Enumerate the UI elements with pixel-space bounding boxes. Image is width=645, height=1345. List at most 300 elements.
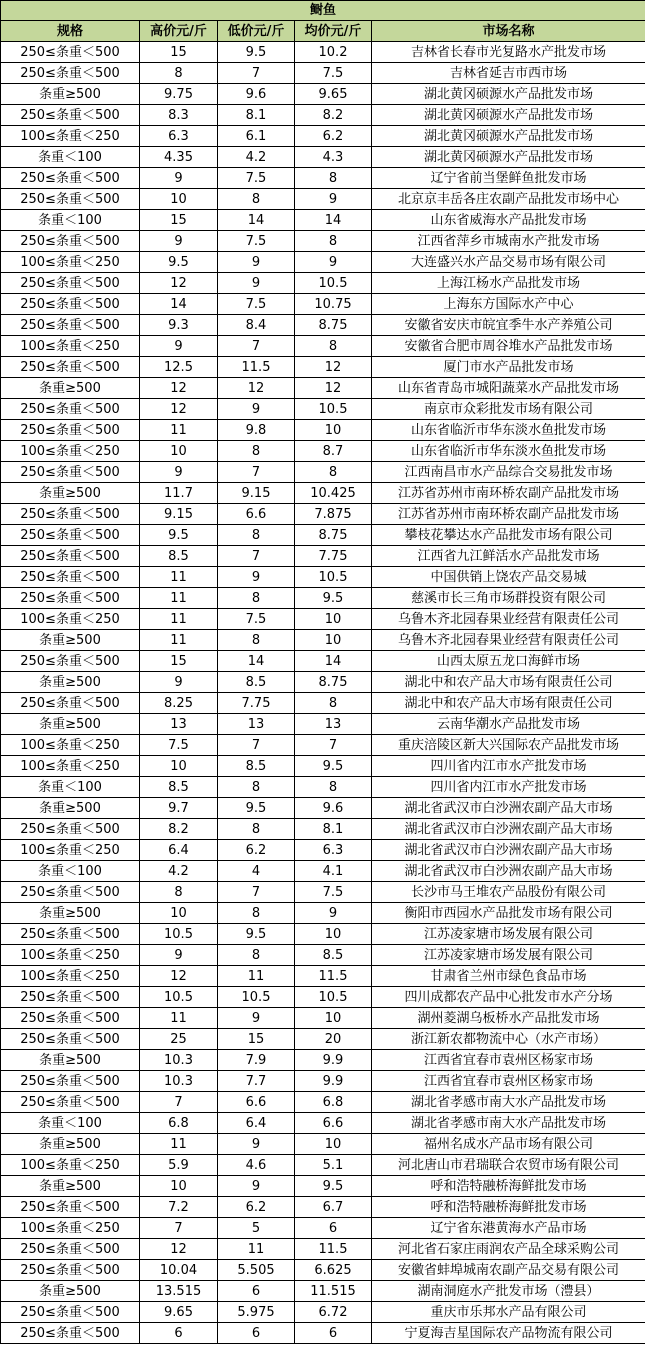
cell-spec: 250≤条重＜500 xyxy=(1,1197,140,1218)
table-row xyxy=(1,672,645,693)
cell-spec: 250≤条重＜500 xyxy=(1,315,140,336)
cell-low-price: 6.6 xyxy=(218,1092,295,1113)
table-row xyxy=(1,588,645,609)
cell-spec: 250≤条重＜500 xyxy=(1,588,140,609)
cell-low-price: 9.5 xyxy=(218,798,295,819)
table-row xyxy=(1,714,645,735)
cell-avg-price: 6 xyxy=(295,1218,372,1239)
cell-market-name: 宁夏海吉星国际农产品物流有限公司 xyxy=(372,1323,645,1344)
cell-low-price: 9.5 xyxy=(218,924,295,945)
cell-spec: 250≤条重＜500 xyxy=(1,399,140,420)
cell-avg-price: 6.6 xyxy=(295,1113,372,1134)
cell-high-price: 9.75 xyxy=(140,84,218,105)
cell-market-name: 四川成都农产品中心批发市水产分场 xyxy=(372,987,645,1008)
table-row xyxy=(1,1155,645,1176)
cell-high-price: 9.65 xyxy=(140,1302,218,1323)
cell-avg-price: 4.1 xyxy=(295,861,372,882)
cell-high-price: 4.2 xyxy=(140,861,218,882)
cell-high-price: 8.25 xyxy=(140,693,218,714)
cell-market-name: 慈溪市长三角市场群投资有限公司 xyxy=(372,588,645,609)
cell-low-price: 11.5 xyxy=(218,357,295,378)
cell-avg-price: 13 xyxy=(295,714,372,735)
table-row xyxy=(1,1071,645,1092)
cell-spec: 条重≥500 xyxy=(1,672,140,693)
cell-low-price: 9 xyxy=(218,1134,295,1155)
cell-low-price: 9.8 xyxy=(218,420,295,441)
cell-spec: 条重≥500 xyxy=(1,714,140,735)
header-row xyxy=(1,21,645,42)
cell-high-price: 11 xyxy=(140,609,218,630)
table-row xyxy=(1,378,645,399)
cell-spec: 250≤条重＜500 xyxy=(1,651,140,672)
cell-market-name: 湖北黄冈硕源水产品批发市场 xyxy=(372,147,645,168)
cell-spec: 100≤条重＜250 xyxy=(1,966,140,987)
cell-high-price: 8.3 xyxy=(140,105,218,126)
cell-avg-price: 8 xyxy=(295,693,372,714)
table-row xyxy=(1,210,645,231)
cell-high-price: 11 xyxy=(140,1134,218,1155)
table-row xyxy=(1,693,645,714)
cell-market-name: 安徽省安庆市皖宜季牛水产养殖公司 xyxy=(372,315,645,336)
cell-high-price: 13 xyxy=(140,714,218,735)
cell-high-price: 10.04 xyxy=(140,1260,218,1281)
cell-spec: 250≤条重＜500 xyxy=(1,105,140,126)
cell-avg-price: 8 xyxy=(295,168,372,189)
cell-high-price: 9 xyxy=(140,231,218,252)
cell-low-price: 8.1 xyxy=(218,105,295,126)
cell-low-price: 9 xyxy=(218,1008,295,1029)
cell-avg-price: 9.5 xyxy=(295,588,372,609)
cell-high-price: 12 xyxy=(140,273,218,294)
table-row xyxy=(1,777,645,798)
column-header-avg-price: 均价元/斤 xyxy=(295,21,372,42)
table-row xyxy=(1,1281,645,1302)
table-row xyxy=(1,189,645,210)
cell-market-name: 辽宁省前当堡鲜鱼批发市场 xyxy=(372,168,645,189)
table-row xyxy=(1,798,645,819)
cell-market-name: 山东省威海水产品批发市场 xyxy=(372,210,645,231)
cell-high-price: 9.3 xyxy=(140,315,218,336)
cell-market-name: 湖北黄冈硕源水产品批发市场 xyxy=(372,84,645,105)
cell-high-price: 8 xyxy=(140,63,218,84)
cell-low-price: 12 xyxy=(218,378,295,399)
table-row xyxy=(1,1008,645,1029)
cell-spec: 100≤条重＜250 xyxy=(1,1218,140,1239)
cell-market-name: 湖北中和农产品大市场有限责任公司 xyxy=(372,693,645,714)
cell-avg-price: 12 xyxy=(295,378,372,399)
cell-low-price: 8 xyxy=(218,588,295,609)
cell-avg-price: 20 xyxy=(295,1029,372,1050)
table-row xyxy=(1,1323,645,1344)
table-row xyxy=(1,1239,645,1260)
cell-market-name: 南京市众彩批发市场有限公司 xyxy=(372,399,645,420)
table-row xyxy=(1,420,645,441)
cell-spec: 条重≥500 xyxy=(1,903,140,924)
cell-high-price: 10 xyxy=(140,756,218,777)
cell-market-name: 四川省内江市水产批发市场 xyxy=(372,777,645,798)
table-row xyxy=(1,1176,645,1197)
cell-low-price: 13 xyxy=(218,714,295,735)
cell-high-price: 7.2 xyxy=(140,1197,218,1218)
cell-high-price: 9.5 xyxy=(140,252,218,273)
cell-high-price: 5.9 xyxy=(140,1155,218,1176)
cell-market-name: 湖南洞庭水产批发市场（澧县） xyxy=(372,1281,645,1302)
cell-spec: 250≤条重＜500 xyxy=(1,1008,140,1029)
table-body xyxy=(1,1,645,1344)
table-row xyxy=(1,1050,645,1071)
cell-spec: 100≤条重＜250 xyxy=(1,945,140,966)
table-row xyxy=(1,1029,645,1050)
cell-low-price: 15 xyxy=(218,1029,295,1050)
cell-avg-price: 6.625 xyxy=(295,1260,372,1281)
cell-market-name: 江西省萍乡市城南水产批发市场 xyxy=(372,231,645,252)
cell-avg-price: 6.3 xyxy=(295,840,372,861)
table-row xyxy=(1,252,645,273)
cell-low-price: 7.9 xyxy=(218,1050,295,1071)
cell-spec: 100≤条重＜250 xyxy=(1,1155,140,1176)
cell-spec: 250≤条重＜500 xyxy=(1,882,140,903)
cell-market-name: 衡阳市西园水产品批发市场有限公司 xyxy=(372,903,645,924)
cell-spec: 100≤条重＜250 xyxy=(1,126,140,147)
cell-avg-price: 8.75 xyxy=(295,315,372,336)
cell-spec: 条重≥500 xyxy=(1,630,140,651)
table-row xyxy=(1,1302,645,1323)
cell-low-price: 6 xyxy=(218,1323,295,1344)
cell-low-price: 7 xyxy=(218,882,295,903)
cell-market-name: 甘肃省兰州市绿色食品市场 xyxy=(372,966,645,987)
cell-low-price: 5.505 xyxy=(218,1260,295,1281)
cell-spec: 250≤条重＜500 xyxy=(1,504,140,525)
cell-spec: 250≤条重＜500 xyxy=(1,294,140,315)
cell-market-name: 攀枝花攀达水产品批发市场有限公司 xyxy=(372,525,645,546)
cell-low-price: 6.2 xyxy=(218,840,295,861)
cell-high-price: 8.5 xyxy=(140,777,218,798)
cell-market-name: 乌鲁木齐北园春果业经营有限责任公司 xyxy=(372,630,645,651)
table-row xyxy=(1,399,645,420)
cell-market-name: 厦门市水产品批发市场 xyxy=(372,357,645,378)
cell-market-name: 乌鲁木齐北园春果业经营有限责任公司 xyxy=(372,609,645,630)
cell-low-price: 9.6 xyxy=(218,84,295,105)
cell-market-name: 大连盛兴水产品交易市场有限公司 xyxy=(372,252,645,273)
table-row xyxy=(1,567,645,588)
cell-low-price: 9 xyxy=(218,273,295,294)
cell-spec: 250≤条重＜500 xyxy=(1,168,140,189)
table-row xyxy=(1,525,645,546)
cell-market-name: 安徽省合肥市周谷堆水产品批发市场 xyxy=(372,336,645,357)
cell-market-name: 呼和浩特融桥海鲜批发市场 xyxy=(372,1176,645,1197)
cell-spec: 100≤条重＜250 xyxy=(1,609,140,630)
cell-market-name: 河北省石家庄雨润农产品全球采购公司 xyxy=(372,1239,645,1260)
cell-high-price: 11 xyxy=(140,630,218,651)
cell-low-price: 11 xyxy=(218,966,295,987)
cell-low-price: 8 xyxy=(218,945,295,966)
cell-market-name: 江苏凌家塘市场发展有限公司 xyxy=(372,924,645,945)
cell-spec: 250≤条重＜500 xyxy=(1,693,140,714)
table-row xyxy=(1,294,645,315)
cell-low-price: 7 xyxy=(218,462,295,483)
cell-spec: 条重≥500 xyxy=(1,378,140,399)
cell-avg-price: 5.1 xyxy=(295,1155,372,1176)
cell-avg-price: 10.5 xyxy=(295,399,372,420)
table-row xyxy=(1,1218,645,1239)
cell-low-price: 5.975 xyxy=(218,1302,295,1323)
cell-spec: 100≤条重＜250 xyxy=(1,735,140,756)
cell-high-price: 11 xyxy=(140,567,218,588)
table-row xyxy=(1,882,645,903)
cell-high-price: 9 xyxy=(140,462,218,483)
cell-low-price: 9.15 xyxy=(218,483,295,504)
cell-market-name: 湖北黄冈硕源水产品批发市场 xyxy=(372,126,645,147)
cell-spec: 100≤条重＜250 xyxy=(1,336,140,357)
cell-low-price: 6.1 xyxy=(218,126,295,147)
cell-spec: 100≤条重＜250 xyxy=(1,252,140,273)
cell-market-name: 辽宁省东港黄海水产品市场 xyxy=(372,1218,645,1239)
cell-market-name: 吉林省延吉市西市场 xyxy=(372,63,645,84)
cell-spec: 条重＜100 xyxy=(1,1113,140,1134)
cell-avg-price: 8.5 xyxy=(295,945,372,966)
cell-low-price: 14 xyxy=(218,210,295,231)
cell-high-price: 10.5 xyxy=(140,924,218,945)
cell-low-price: 11 xyxy=(218,1239,295,1260)
table-row xyxy=(1,735,645,756)
cell-market-name: 上海东方国际水产中心 xyxy=(372,294,645,315)
cell-spec: 条重≥500 xyxy=(1,1281,140,1302)
cell-high-price: 12.5 xyxy=(140,357,218,378)
cell-avg-price: 9.5 xyxy=(295,756,372,777)
table-row xyxy=(1,504,645,525)
cell-spec: 条重＜100 xyxy=(1,147,140,168)
table-row xyxy=(1,63,645,84)
table-row xyxy=(1,609,645,630)
cell-avg-price: 6.72 xyxy=(295,1302,372,1323)
cell-market-name: 云南华潮水产品批发市场 xyxy=(372,714,645,735)
cell-avg-price: 9 xyxy=(295,189,372,210)
cell-avg-price: 12 xyxy=(295,357,372,378)
cell-avg-price: 6 xyxy=(295,1323,372,1344)
cell-spec: 100≤条重＜250 xyxy=(1,441,140,462)
cell-high-price: 11 xyxy=(140,1008,218,1029)
table-row xyxy=(1,966,645,987)
table-row xyxy=(1,903,645,924)
cell-high-price: 9 xyxy=(140,672,218,693)
cell-spec: 250≤条重＜500 xyxy=(1,231,140,252)
cell-high-price: 9.7 xyxy=(140,798,218,819)
cell-avg-price: 10 xyxy=(295,609,372,630)
cell-low-price: 7.75 xyxy=(218,693,295,714)
cell-high-price: 10.3 xyxy=(140,1050,218,1071)
cell-spec: 250≤条重＜500 xyxy=(1,1323,140,1344)
cell-avg-price: 9.9 xyxy=(295,1071,372,1092)
table-row xyxy=(1,231,645,252)
cell-market-name: 湖北中和农产品大市场有限责任公司 xyxy=(372,672,645,693)
cell-high-price: 7 xyxy=(140,1218,218,1239)
table-row xyxy=(1,126,645,147)
table-row xyxy=(1,441,645,462)
column-header-spec: 规格 xyxy=(1,21,140,42)
cell-high-price: 9 xyxy=(140,168,218,189)
cell-market-name: 湖北省武汉市白沙洲农副产品大市场 xyxy=(372,798,645,819)
cell-market-name: 重庆市乐邦水产品有限公司 xyxy=(372,1302,645,1323)
cell-high-price: 13.515 xyxy=(140,1281,218,1302)
column-header-low-price: 低价元/斤 xyxy=(218,21,295,42)
cell-low-price: 8 xyxy=(218,441,295,462)
cell-high-price: 6.8 xyxy=(140,1113,218,1134)
cell-avg-price: 8 xyxy=(295,462,372,483)
cell-avg-price: 8.75 xyxy=(295,672,372,693)
cell-high-price: 9.15 xyxy=(140,504,218,525)
cell-low-price: 6.6 xyxy=(218,504,295,525)
cell-high-price: 7.5 xyxy=(140,735,218,756)
cell-spec: 250≤条重＜500 xyxy=(1,42,140,63)
table-row xyxy=(1,42,645,63)
cell-high-price: 25 xyxy=(140,1029,218,1050)
column-header-market: 市场名称 xyxy=(372,21,645,42)
cell-spec: 100≤条重＜250 xyxy=(1,756,140,777)
cell-market-name: 江西南昌市水产品综合交易批发市场 xyxy=(372,462,645,483)
cell-high-price: 9.5 xyxy=(140,525,218,546)
table-row xyxy=(1,546,645,567)
table-row xyxy=(1,1260,645,1281)
cell-low-price: 7.5 xyxy=(218,231,295,252)
cell-low-price: 9 xyxy=(218,399,295,420)
cell-low-price: 10.5 xyxy=(218,987,295,1008)
cell-avg-price: 9.9 xyxy=(295,1050,372,1071)
cell-low-price: 8.5 xyxy=(218,756,295,777)
cell-spec: 250≤条重＜500 xyxy=(1,273,140,294)
table-row xyxy=(1,357,645,378)
cell-low-price: 6.4 xyxy=(218,1113,295,1134)
cell-avg-price: 10 xyxy=(295,630,372,651)
cell-spec: 条重≥500 xyxy=(1,84,140,105)
cell-avg-price: 14 xyxy=(295,210,372,231)
cell-avg-price: 8 xyxy=(295,336,372,357)
cell-low-price: 8 xyxy=(218,189,295,210)
cell-high-price: 4.35 xyxy=(140,147,218,168)
cell-low-price: 4.2 xyxy=(218,147,295,168)
cell-high-price: 11.7 xyxy=(140,483,218,504)
cell-market-name: 呼和浩特融桥海鲜批发市场 xyxy=(372,1197,645,1218)
cell-high-price: 6 xyxy=(140,1323,218,1344)
cell-market-name: 湖州菱湖乌板桥水产品批发市场 xyxy=(372,1008,645,1029)
cell-high-price: 15 xyxy=(140,42,218,63)
cell-avg-price: 9.6 xyxy=(295,798,372,819)
cell-spec: 250≤条重＜500 xyxy=(1,63,140,84)
cell-spec: 250≤条重＜500 xyxy=(1,189,140,210)
table-title: 鲥鱼 xyxy=(1,1,645,21)
cell-market-name: 湖北省孝感市南大水产品批发市场 xyxy=(372,1113,645,1134)
cell-avg-price: 9.5 xyxy=(295,1176,372,1197)
table-row xyxy=(1,1113,645,1134)
cell-low-price: 9.5 xyxy=(218,42,295,63)
cell-market-name: 重庆涪陵区新大兴国际农产品批发市场 xyxy=(372,735,645,756)
cell-avg-price: 10.5 xyxy=(295,273,372,294)
cell-high-price: 7 xyxy=(140,1092,218,1113)
cell-avg-price: 6.8 xyxy=(295,1092,372,1113)
cell-avg-price: 10 xyxy=(295,420,372,441)
cell-avg-price: 7.75 xyxy=(295,546,372,567)
table-row xyxy=(1,84,645,105)
cell-market-name: 上海江杨水产品批发市场 xyxy=(372,273,645,294)
cell-avg-price: 9.65 xyxy=(295,84,372,105)
table-row xyxy=(1,756,645,777)
cell-market-name: 长沙市马王堆农产品股份有限公司 xyxy=(372,882,645,903)
cell-high-price: 10 xyxy=(140,903,218,924)
cell-spec: 250≤条重＜500 xyxy=(1,1092,140,1113)
cell-avg-price: 8.7 xyxy=(295,441,372,462)
cell-avg-price: 7 xyxy=(295,735,372,756)
cell-market-name: 福州名成水产品市场有限公司 xyxy=(372,1134,645,1155)
table-row xyxy=(1,945,645,966)
cell-spec: 250≤条重＜500 xyxy=(1,924,140,945)
table-row xyxy=(1,1134,645,1155)
cell-low-price: 7.7 xyxy=(218,1071,295,1092)
cell-high-price: 12 xyxy=(140,378,218,399)
cell-high-price: 15 xyxy=(140,651,218,672)
column-header-high-price: 高价元/斤 xyxy=(140,21,218,42)
cell-market-name: 浙江新农都物流中心（水产市场） xyxy=(372,1029,645,1050)
cell-low-price: 9 xyxy=(218,567,295,588)
cell-spec: 250≤条重＜500 xyxy=(1,357,140,378)
cell-market-name: 湖北省孝感市南大水产品批发市场 xyxy=(372,1092,645,1113)
table-row xyxy=(1,273,645,294)
cell-low-price: 8 xyxy=(218,903,295,924)
cell-market-name: 北京京丰岳各庄农副产品批发市场中心 xyxy=(372,189,645,210)
table-row xyxy=(1,819,645,840)
cell-low-price: 8 xyxy=(218,525,295,546)
cell-market-name: 湖北省武汉市白沙洲农副产品大市场 xyxy=(372,819,645,840)
cell-low-price: 7 xyxy=(218,546,295,567)
cell-avg-price: 11.5 xyxy=(295,966,372,987)
table-row xyxy=(1,168,645,189)
table-row xyxy=(1,651,645,672)
cell-market-name: 江苏省苏州市南环桥农副产品批发市场 xyxy=(372,483,645,504)
table-row xyxy=(1,840,645,861)
cell-low-price: 7.5 xyxy=(218,609,295,630)
cell-spec: 条重≥500 xyxy=(1,1050,140,1071)
cell-high-price: 10 xyxy=(140,441,218,462)
cell-avg-price: 10 xyxy=(295,924,372,945)
cell-spec: 250≤条重＜500 xyxy=(1,420,140,441)
cell-high-price: 10.5 xyxy=(140,987,218,1008)
cell-market-name: 河北唐山市君瑞联合农贸市场有限公司 xyxy=(372,1155,645,1176)
cell-avg-price: 10.5 xyxy=(295,567,372,588)
cell-avg-price: 10.425 xyxy=(295,483,372,504)
cell-market-name: 江苏省苏州市南环桥农副产品批发市场 xyxy=(372,504,645,525)
cell-low-price: 8.5 xyxy=(218,672,295,693)
table-row xyxy=(1,105,645,126)
cell-spec: 250≤条重＜500 xyxy=(1,462,140,483)
cell-low-price: 9 xyxy=(218,1176,295,1197)
cell-low-price: 7.5 xyxy=(218,168,295,189)
cell-low-price: 8 xyxy=(218,630,295,651)
cell-avg-price: 8.75 xyxy=(295,525,372,546)
cell-spec: 100≤条重＜250 xyxy=(1,840,140,861)
cell-avg-price: 8.2 xyxy=(295,105,372,126)
cell-market-name: 山东省临沂市华东淡水鱼批发市场 xyxy=(372,420,645,441)
cell-avg-price: 9 xyxy=(295,903,372,924)
cell-low-price: 5 xyxy=(218,1218,295,1239)
cell-high-price: 11 xyxy=(140,588,218,609)
cell-market-name: 江西省宜春市袁州区杨家市场 xyxy=(372,1071,645,1092)
cell-low-price: 6 xyxy=(218,1281,295,1302)
cell-high-price: 9 xyxy=(140,336,218,357)
cell-high-price: 12 xyxy=(140,966,218,987)
cell-spec: 250≤条重＜500 xyxy=(1,1302,140,1323)
cell-high-price: 6.3 xyxy=(140,126,218,147)
cell-high-price: 9 xyxy=(140,945,218,966)
table-row xyxy=(1,630,645,651)
cell-market-name: 江西省宜春市袁州区杨家市场 xyxy=(372,1050,645,1071)
